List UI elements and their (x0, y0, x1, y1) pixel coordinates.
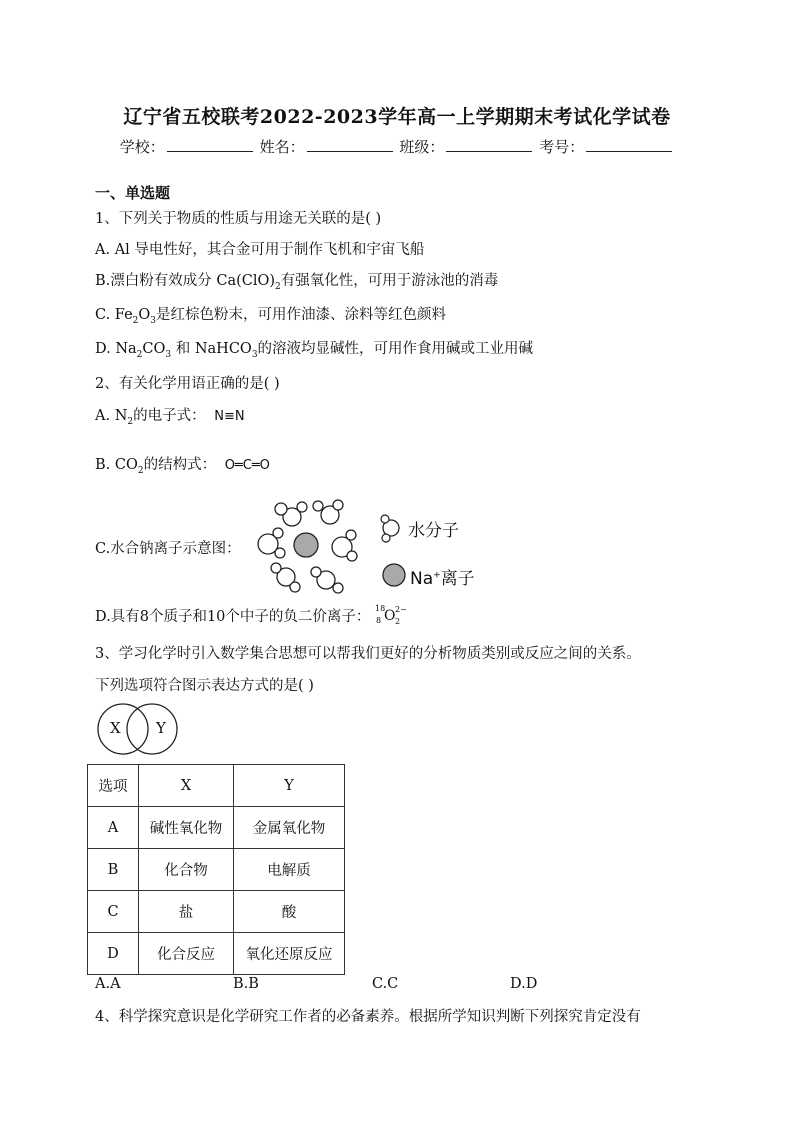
q2-option-b: B. $CO_2$的结构式： O═C═O (95, 457, 270, 476)
name-label: 姓名： (259, 138, 305, 156)
legend-water-label: 水分子 (408, 521, 459, 541)
table-row (88, 849, 345, 891)
table-header-cell: X (139, 765, 234, 807)
venn-label-x: X (110, 719, 121, 737)
table-row (88, 933, 345, 975)
number-label: 考号： (539, 138, 585, 156)
table-cell: 金属氧化物 (234, 807, 345, 849)
table-header-cell: Y (234, 765, 345, 807)
student-info-line (0, 136, 794, 157)
table-row (88, 891, 345, 933)
table-cell: 碱性氧化物 (139, 807, 234, 849)
table-cell: A (88, 807, 139, 849)
diagram-legend-shapes (378, 512, 410, 592)
table-header-row (88, 765, 345, 807)
venn-circle-x (98, 704, 148, 754)
q2-option-c: C.水合钠离子示意图： (95, 541, 241, 557)
table-cell: B (88, 849, 139, 891)
table-cell: D (88, 933, 139, 975)
q1-option-c: C. $Fe_2O_3$是红棕色粉末，可用作油漆、涂料等红色颜料 (95, 307, 447, 326)
q3-choice-d: D.D (510, 976, 538, 992)
q2-option-d: D.具有8个质子和10个中子的负二价离子： 18 8 O 2− 2 (95, 604, 407, 626)
class-label: 班级： (399, 138, 445, 156)
q2-option-a: A. $N_2$的电子式： N≡N (95, 408, 245, 427)
q1-stem: 1、下列关于物质的性质与用途无关联的是( ) (95, 211, 382, 227)
q2-stem: 2、有关化学用语正确的是( ) (95, 376, 280, 392)
sodium-ion-circle (294, 533, 318, 557)
q3-choice-c: C.C (372, 976, 399, 992)
q4-stem: 4、科学探究意识是化学研究工作者的必备素养。根据所学知识判断下列探究肯定没有 (95, 1009, 641, 1025)
table-cell: 氧化还原反应 (234, 933, 345, 975)
q1-option-a: A. Al 导电性好，其合金可用于制作飞机和宇宙飞船 (95, 242, 425, 258)
n2-electron-formula: N≡N (214, 409, 245, 424)
oxygen-ion-notation: 18 8 O 2− 2 (375, 604, 407, 626)
table-cell: C (88, 891, 139, 933)
table-cell: 酸 (234, 891, 345, 933)
table-cell: 电解质 (234, 849, 345, 891)
q3-choice-a: A.A (95, 976, 121, 992)
legend-sodium-label: Na+离子 (410, 569, 475, 589)
page-title: 辽宁省五校联考2022-2023学年高一上学期期末考试化学试卷 (123, 106, 671, 128)
q1-option-b: B.漂白粉有效成分 $Ca(ClO)_2$有强氧化性，可用于游泳池的消毒 (95, 273, 499, 292)
venn-label-y: Y (156, 719, 166, 737)
q3-stem-line1: 3、学习化学时引入数学集合思想可以帮我们更好的分析物质类别或反应之间的关系。 (95, 646, 641, 662)
options-table (87, 764, 345, 975)
table-cell: 化合反应 (139, 933, 234, 975)
school-blank[interactable] (167, 137, 253, 152)
table-cell: 化合物 (139, 849, 234, 891)
name-blank[interactable] (307, 137, 393, 152)
venn-circle-y (127, 704, 177, 754)
table-row (88, 807, 345, 849)
q3-stem-line2: 下列选项符合图示表达方式的是( ) (95, 678, 314, 694)
venn-diagram (95, 702, 185, 758)
class-blank[interactable] (446, 137, 532, 152)
number-blank[interactable] (586, 137, 672, 152)
table-header-cell: 选项 (88, 765, 139, 807)
hydrated-sodium-ion-diagram (250, 495, 365, 595)
co2-structural-formula: O═C═O (224, 458, 270, 473)
q3-choice-b: B.B (233, 976, 259, 992)
school-label: 学校： (119, 138, 165, 156)
section-heading: 一、单选题 (95, 184, 171, 202)
q1-option-d: D. $Na_2CO_3$ 和 NaHCO$_3$的溶液均显碱性，可用作食用碱或工业用碱 (95, 341, 534, 360)
table-cell: 盐 (139, 891, 234, 933)
